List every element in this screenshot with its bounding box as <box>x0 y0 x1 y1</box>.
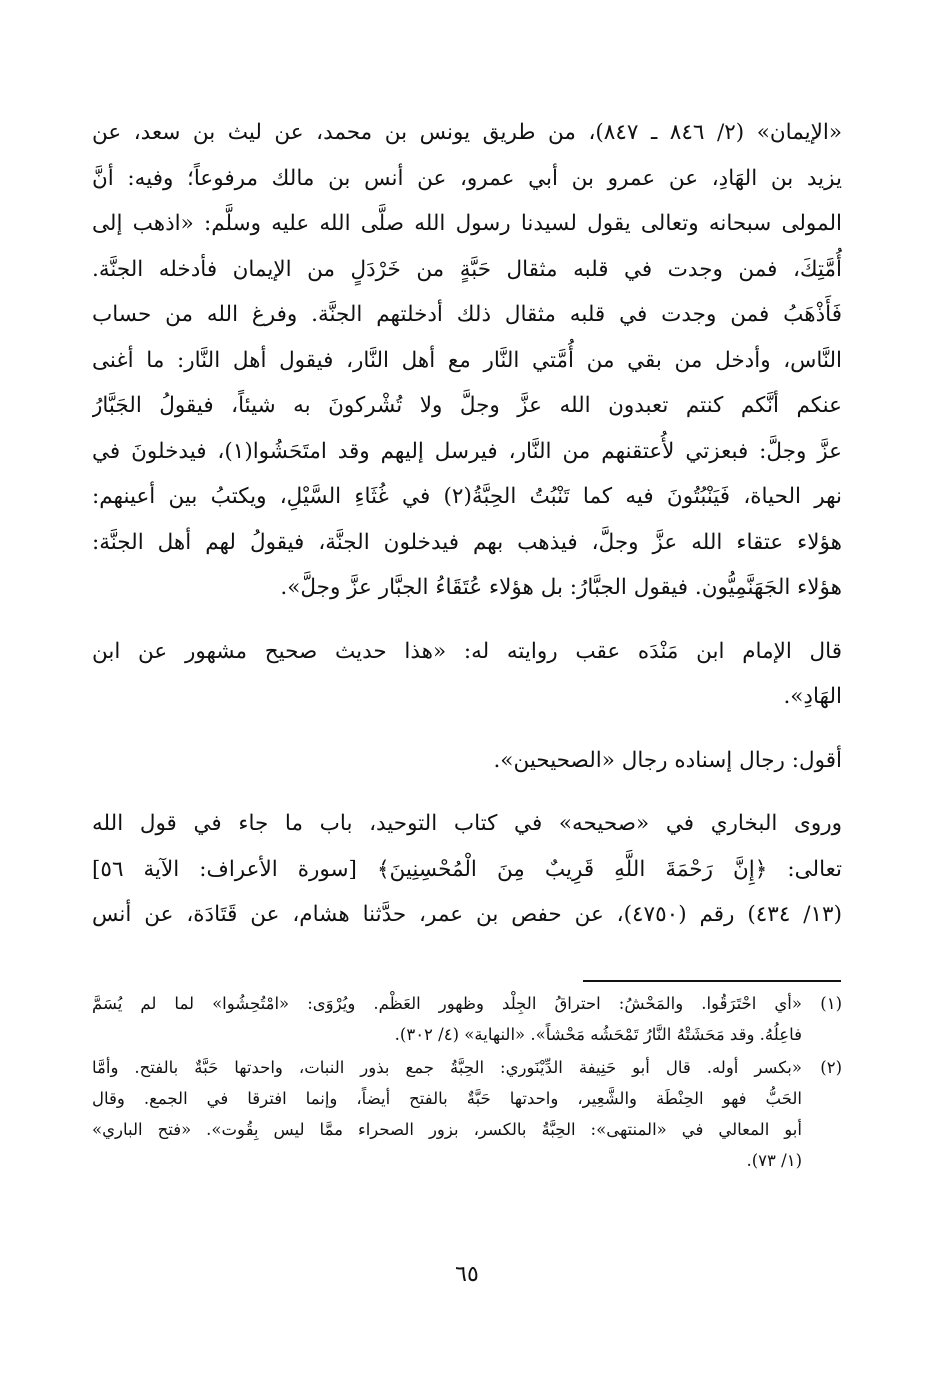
paragraph-bukhari <box>92 801 842 938</box>
text-line: وروى البخاري في «صحيحه» في كتاب التوحيد، باب ما جاء في قول الله <box>92 811 842 836</box>
text-line: هؤلاء عتقاء الله عزَّ وجلَّ، فيذهب بهم فيدخلون الجنَّة، فيقولُ لهم أهل الجنَّة: <box>92 529 842 555</box>
footnotes <box>92 988 842 1178</box>
text-line: النَّاس، وأدخل من بقي من أُمَّتي النَّار مع أهل النَّار، فيقول أهل النَّار: ما أغنى <box>92 347 842 373</box>
text-line: تعالى: ﴿إِنَّ رَحْمَةَ اللَّهِ قَرِيبٌ مِنَ الْمُحْسِنِينَ﴾ [سورة الأعراف: الآية ٥٦] <box>92 856 842 882</box>
text-line: نهر الحياة، فَيَنْبُتُونَ فيه كما تَنْبُتُ الحِبَّةُ(٢) في غُثَاءِ السَّيْلِ، ويكتبُ بين أعينهم: <box>92 484 842 509</box>
footnote-2 <box>92 1052 842 1176</box>
text-line: عنكم أنَّكم كنتم تعبدون الله عزَّ وجلَّ ولا تُشْركونَ به شيئاً، فيقولُ الجَبَّارُ <box>92 393 842 418</box>
text-line: أُمَّتِكَ، فمن وجدت في قلبه مثقال حَبَّةٍ من خَرْدَلٍ من الإيمان فأدخله الجنَّة. <box>92 256 842 282</box>
footnote-line: الحَبُّ فهو الحِنْطَة والشَّعِير، واحدتها حَبَّةٌ بالفتح أيضاً، وإنما افترقا في الجمع. وقال <box>92 1089 802 1108</box>
footnote-line: «بكسر أوله. قال أبو حَنِيفة الدِّيْنَوري: الحِبَّةُ جمع بذور النبات، واحدتها حَبَّةٌ بالفتح. وأمَّا <box>92 1058 802 1077</box>
footnote-1 <box>92 988 842 1050</box>
text-line: (١٣/ ٤٣٤) رقم (٤٧٥٠)، عن حفص بن عمر، حدَّثنا هشام، عن قَتَادَة، عن أنس <box>92 902 842 927</box>
paragraph-gap <box>92 783 842 801</box>
page-number: ٦٥ <box>455 1262 479 1287</box>
text-line: هؤلاء الجَهَنَّمِيُّون. فيقول الجبَّارُ: بل هؤلاء عُتَقَاءُ الجبَّار عزَّ وجلَّ». <box>280 575 842 600</box>
footnote-separator <box>583 980 841 982</box>
footnote-number: (١) <box>820 994 842 1013</box>
text-line: المولى سبحانه وتعالى يقول لسيدنا رسول الله صلَّى الله عليه وسلَّم: «اذهب إلى <box>92 211 842 236</box>
text-line: قال الإمام ابن مَنْدَه عقب روايته له: «هذا حديث صحيح مشهور عن ابن <box>92 638 842 664</box>
text-line: الهَادِ». <box>783 684 842 709</box>
footnote-line: «أي احْتَرَقُوا. والمَحْشُ: احتراقُ الجِلْد وظهور العَظْم. ويُرْوَى: «امْتُحِشُوا» لما لم يُسَمَّ <box>92 994 802 1013</box>
text-line: فَأَذْهَبُ فمن وجدت في قلبه مثقال ذلك أدخلتهم الجنَّة. وفرغ الله من حساب <box>92 302 842 327</box>
paragraph-gap <box>92 611 842 629</box>
text-line: «الإيمان» (٢/ ٨٤٦ ـ ٨٤٧)، من طريق يونس بن محمد، عن ليث بن سعد، عن <box>92 120 842 145</box>
footnote-number: (٢) <box>820 1058 842 1077</box>
paragraph-aqul <box>92 738 842 784</box>
footnote-line: أبو المعالي في «المنتهى»: الحِبَّةُ بالكسر، بزور الصحراء ممَّا ليس بِقُوت». «فتح الباري» <box>92 1120 802 1139</box>
footnote-line: (١/ ٧٣). <box>746 1151 802 1170</box>
footnote-line: فاعِلُهُ. وقد مَحَشَتْهُ النَّارُ تَمْحَشُه مَحْشاً». «النهاية» (٤/ ٣٠٢). <box>394 1025 802 1044</box>
paragraph-hadith <box>92 110 842 611</box>
text-line: عزَّ وجلَّ: فبعزتي لأُعتقنهم من النَّار، فيرسل إليهم وقد امتَحَشُوا(١)، فيدخلونَ في <box>92 438 842 464</box>
paragraph-ibn-mandah <box>92 629 842 720</box>
text-line: أقول: رجال إسناده رجال «الصحيحين». <box>493 747 842 773</box>
text-line: يزيد بن الهَادِ، عن عمرو بن أبي عمرو، عن أنس بن مالك مرفوعاً؛ وفيه: أنَّ <box>92 165 842 191</box>
paragraph-gap <box>92 720 842 738</box>
main-text <box>92 110 842 938</box>
